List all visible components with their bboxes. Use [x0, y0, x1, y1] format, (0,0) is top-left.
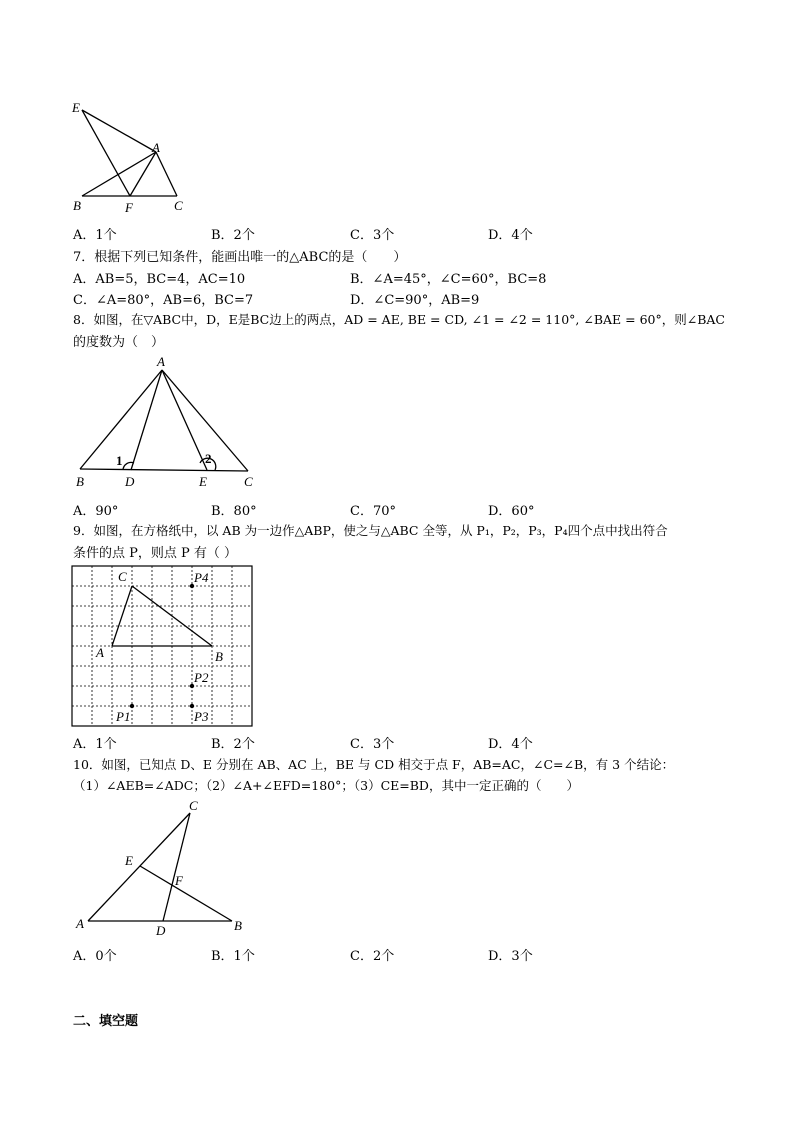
q8-option-d[interactable]: D．60°	[488, 504, 535, 519]
q9-option-b[interactable]: B．2个	[211, 737, 255, 752]
q8-stem-line1: 8．如图，在▽ABC中，D，E是BC边上的两点，AD = AE, BE = CD, ∠1 = ∠2 = 110°, ∠BAE = 60°，则∠BAC	[73, 312, 725, 327]
q8-option-b[interactable]: B．80°	[211, 504, 257, 519]
q6-label-f: F	[125, 200, 133, 215]
q10-label-f: F	[175, 873, 183, 888]
q6-label-a: A	[152, 140, 160, 155]
q6-label-e: E	[72, 100, 80, 115]
q8-label-d: D	[125, 474, 135, 489]
q7-option-d[interactable]: D．∠C=90°，AB=9	[350, 293, 480, 308]
q10-label-c: C	[189, 798, 198, 813]
q10-option-a[interactable]: A．0个	[73, 949, 117, 964]
q9-label-p4: P4	[194, 570, 209, 585]
q10-figure	[70, 796, 260, 941]
q6-option-c[interactable]: C．3个	[350, 228, 395, 243]
q10-option-d[interactable]: D．3个	[488, 949, 533, 964]
q10-label-e: E	[125, 853, 133, 868]
q10-label-b: B	[234, 918, 242, 933]
q9-option-a[interactable]: A．1个	[73, 737, 117, 752]
q9-option-c[interactable]: C．3个	[350, 737, 395, 752]
q10-option-c[interactable]: C．2个	[350, 949, 395, 964]
q9-stem-line2: 条件的点 P，则点 P 有（ ）	[73, 546, 238, 561]
q8-figure	[70, 352, 270, 492]
q8-stem-line2: 的度数为（ ）	[73, 335, 165, 350]
q9-label-p3: P3	[194, 709, 209, 724]
q9-label-c: C	[118, 569, 127, 584]
q6-option-a[interactable]: A．1个	[73, 228, 117, 243]
q6-figure	[70, 96, 190, 218]
q9-label-b: B	[215, 649, 223, 664]
q9-label-p2: P2	[194, 670, 209, 685]
q10-stem-line1: 10．如图，已知点 D、E 分别在 AB、AC 上，BE 与 CD 相交于点 F，AB=AC，∠C=∠B，有 3 个结论：	[73, 757, 675, 772]
q9-label-a: A	[96, 645, 104, 660]
q8-label-c: C	[244, 474, 253, 489]
q8-label-a: A	[157, 354, 165, 369]
q8-label-e: E	[199, 474, 207, 489]
q8-label-angle1: 1	[116, 453, 123, 468]
q7-stem: 7．根据下列已知条件，能画出唯一的△ABC的是（ ）	[73, 250, 407, 265]
q9-stem-line1: 9．如图，在方格纸中，以 AB 为一边作△ABP，使之与△ABC 全等，从 P₁，P₂，P₃，P₄四个点中找出符合	[73, 523, 668, 538]
section-title: 二、填空题	[73, 1014, 139, 1029]
q10-stem-line2: （1）∠AEB=∠ADC；（2）∠A+∠EFD=180°；（3）CE=BD，其中一定正确的（ ）	[73, 778, 579, 793]
q8-option-a[interactable]: A．90°	[73, 504, 119, 519]
q6-label-c: C	[174, 198, 183, 213]
q8-label-b: B	[76, 474, 84, 489]
q7-option-a[interactable]: A．AB=5，BC=4，AC=10	[73, 272, 246, 287]
q8-label-angle2: 2	[205, 451, 212, 466]
q6-label-b: B	[73, 198, 81, 213]
q7-option-c[interactable]: C．∠A=80°，AB=6，BC=7	[73, 293, 254, 308]
q10-label-a: A	[76, 916, 84, 931]
q10-label-d: D	[156, 923, 166, 938]
q6-option-b[interactable]: B．2个	[211, 228, 255, 243]
q9-grid-figure	[70, 564, 254, 728]
q10-option-b[interactable]: B．1个	[211, 949, 255, 964]
q7-option-b[interactable]: B．∠A=45°，∠C=60°，BC=8	[350, 272, 547, 287]
q8-option-c[interactable]: C．70°	[350, 504, 396, 519]
q6-option-d[interactable]: D．4个	[488, 228, 533, 243]
q9-option-d[interactable]: D．4个	[488, 737, 533, 752]
q9-label-p1: P1	[116, 709, 131, 724]
